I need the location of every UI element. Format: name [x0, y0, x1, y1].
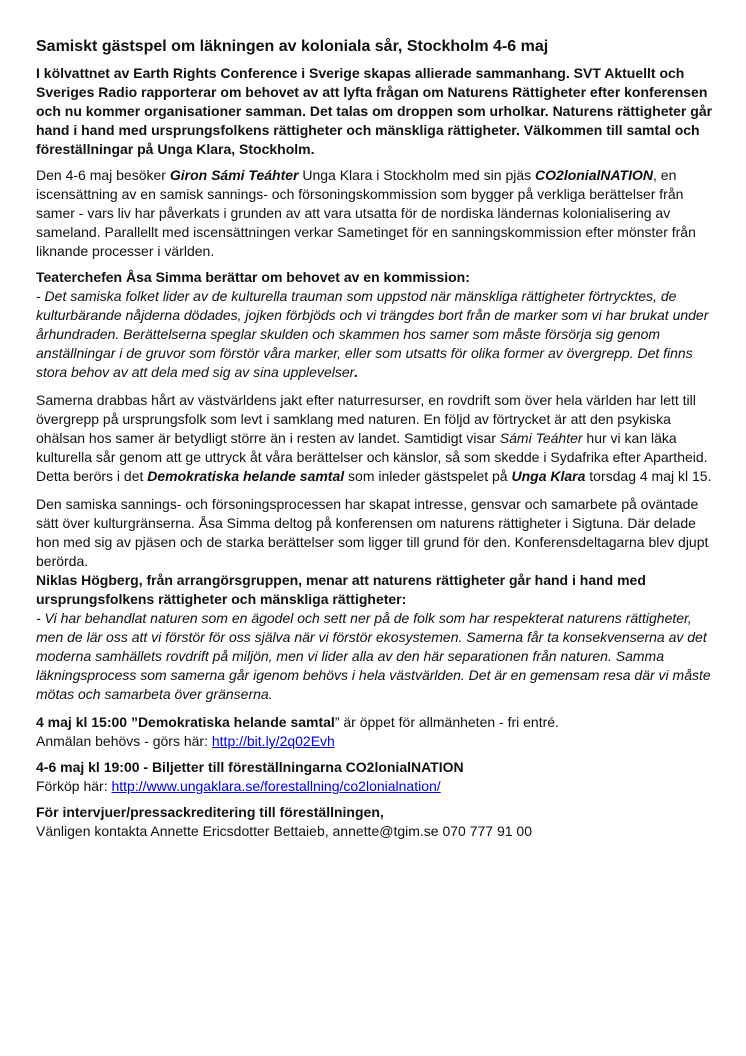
theatre-name: Sámi Teáhter	[499, 430, 583, 446]
text: Unga Klara i Stockholm med sin pjäs	[298, 167, 536, 183]
contact-heading: För intervjuer/pressackreditering till föreställningen,	[36, 804, 384, 820]
page-title: Samiskt gästspel om läkningen av koloniala sår, Stockholm 4-6 maj	[36, 38, 549, 55]
text: som inleder gästspelet på	[344, 468, 512, 484]
event-desc: ” är öppet för allmänheten - fri entré.	[334, 714, 559, 730]
quote-heading: Niklas Högberg, från arrangörsgruppen, menar att naturens rättigheter går hand i hand med ursprungsfolkens rättigheter och mänskliga rättigheter:	[36, 572, 646, 607]
tickets-link[interactable]: http://www.ungaklara.se/forestallning/co2lonialnation/	[111, 778, 441, 794]
text: torsdag 4 maj kl 15.	[585, 468, 712, 484]
signup-label: Anmälan behövs - görs här:	[36, 733, 212, 749]
intro-paragraph	[36, 166, 716, 261]
lead-paragraph: I kölvattnet av Earth Rights Conference i Sverige skapas allierade sammanhang. SVT Aktuellt och Sveriges Radio rapporterar om behovet av att lyfta frågan om Naturens Rättigheter efter konferensen och nu kommer organisationer samman. Det talas om droppen som urholkar. Naturens rättigheter går hand i hand med ursprungsfolkens rättigheter och mänskliga rättigheter. Välkommen till samtal och föreställningar på Unga Klara, Stockholm.	[36, 65, 713, 157]
event-title: 4 maj kl 15:00 ”Demokratiska helande samtal	[36, 714, 335, 730]
event-info-2	[36, 758, 716, 796]
text: Den 4-6 maj besöker	[36, 167, 170, 183]
process-paragraph: Den samiska sannings- och försoningsprocessen har skapat intresse, gensvar och samarbete på oväntade sätt över kulturgränserna. Åsa Simma deltog på konferensen om naturens rättigheter i Sigtuna. Där delade hon med sig av pjäsen och de starka berättelser som ligger till grund för den. Konferensdeltagarna blev djupt berörda.	[36, 496, 709, 569]
signup-link[interactable]: http://bit.ly/2q02Evh	[211, 733, 335, 749]
quote-block-2	[36, 571, 716, 704]
quote-heading: Teaterchefen Åsa Simma berättar om behovet av en kommission:	[36, 269, 470, 285]
text: Samerna drabbas hårt av västvärldens jakt efter naturresurser, en rovdrift som över hela världen har lett till övergrepp på ursprungsfolk som levt i samklang med naturen. En följd av förtrycket är att den psykiska ohälsan hos samer är betydligt större än i resten av landet. Samtidigt visar	[36, 392, 696, 446]
text: , en iscensättning av en samisk sannings- och försoningskommission som bygger på verkliga berättelser från samer - vars liv har påverkats i grunden av att vara utsatta för de nordiska ländernas kolonialisering av sameland. Parallellt med iscensättningen verkar Sametinget för en sanningskommission efter mönster från liknande processer i världen.	[36, 167, 696, 259]
event-info-1	[36, 713, 716, 751]
theatre-name: Giron Sámi Teáhter	[169, 167, 299, 183]
text: hur vi kan läka kulturella sår genom att ge uttryck åt våra berättelser och känslor, så som skedde i Sydafrika efter Apartheid. Detta berörs i det	[36, 430, 708, 484]
quote-text: - Vi har behandlat naturen som en ägodel och sett ner på de folk som har respekterat naturens rättigheter, men de lär oss att vi förstör för oss själva när vi förstör ekosystemen. Samerna får ta konsekvenserna av det moderna samhällets rovdrift på miljön, men vi lider alla av den här separationen från naturen. Samma läkningsprocess som samerna går igenom behövs i hela västvärlden. Det är en gemensam resa där vi måste mötas och samarbeta över gränserna.	[36, 610, 711, 702]
contact-text: Vänligen kontakta Annette Ericsdotter Bettaieb, annette@tgim.se 070 777 91 00	[36, 823, 532, 839]
context-paragraph	[36, 391, 716, 486]
quote-end: .	[354, 364, 359, 380]
contact-info	[36, 803, 716, 841]
press-release-page	[36, 37, 716, 848]
presale-label: Förköp här:	[36, 778, 112, 794]
play-title: CO2lonialNATION	[535, 167, 653, 183]
event-title: 4-6 maj kl 19:00 - Biljetter till föreställningarna CO2lonialNATION	[36, 759, 464, 775]
venue-name: Unga Klara	[511, 468, 586, 484]
quote-block-1	[36, 268, 716, 382]
quote-text: - Det samiska folket lider av de kulturella trauman som uppstod när mänskliga rättigheter förtrycktes, de kulturbärande nåjderna dödades, jojken förbjöds och vi trängdes bort från de marker som vi har brukat under århundraden. Berättelserna speglar skulden och skammen hos samer som måste försörja sig genom anställningar i de gruvor som förstör våra marker, eller som utsatts för olika former av övergrepp. Det finns stora behov av att dela med sig av sina upplevelser	[36, 288, 709, 380]
event-name: Demokratiska helande samtal	[147, 468, 345, 484]
